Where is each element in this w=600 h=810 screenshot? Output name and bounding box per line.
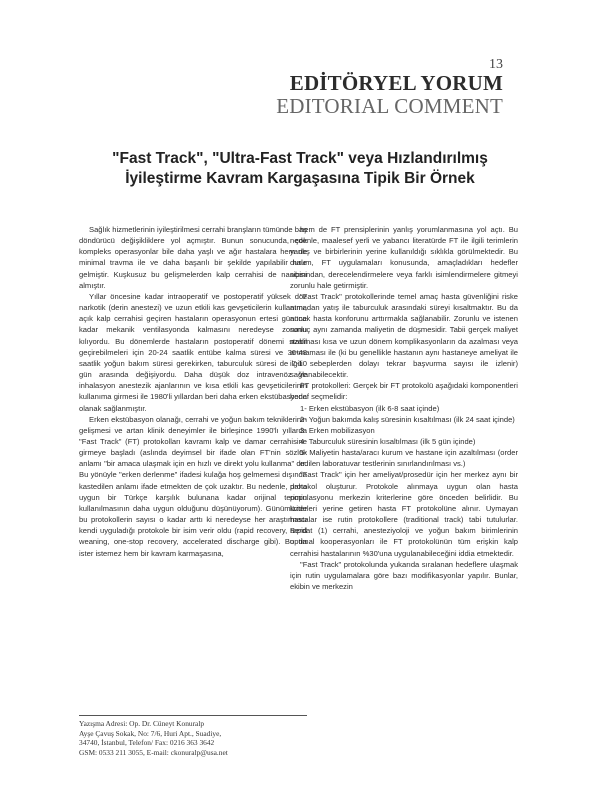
- article-title-line-2: İyileştirme Kavram Kargaşasına Tipik Bir Örnek: [125, 170, 475, 187]
- paragraph: Yıllar öncesine kadar intraoperatif ve postoperatif yüksek doz narkotik (derin anestezi) ve uzun etkili kas gevşeticilerin kullanımı, açık kalp cerrahisi geçiren hastaların operasyonun ertesi gününe kadar mekanik ventilasyonda kalmasını neredeyse zorunlu kılıyordu. Bu dönemlerde hastaların postoperatif dönemi stabil geçirebilmeleri için 20-24 saatlik entübe kalma süresi ve 36-48 saatlik yoğun bakım süresi gerekirken, taburculuk süresi de 7-10 gün arasında değişiyordu. Daha düşük doz intravenöz ve inhalasyon anestezik ajanlarının ve kısa etkili kas gevşeticilerinin kullanıma girmesi ile 1980'li yıllardan beri daha erken ekstübasyona olanak sağlanmıştır.: [79, 291, 307, 413]
- article-title: [60, 149, 540, 189]
- paragraph: "Fast Track" protokollerinde temel amaç hasta güvenliğini riske atmadan yatış ile taburculuk arasındaki süreyi kısaltmaktır. Bu da ancak hasta konforunu arttırmakla sağlanabilir. Zorunlu ve istenen sonuç aynı zamanda maliyetin de düşmesidir. Tabii gerçek maliyet azalması kısa ve uzun dönem komplikasyonların da azalması veya artmaması ile (ki bu genellikle hastanın aynı hastaneye ameliyat ile ilgili sebeplerden dolayı tekrar başvurma sayısı ile izlenir) sağlanabilecektir.: [290, 291, 518, 380]
- section-title-turkish: EDİTÖRYEL YORUM: [289, 71, 503, 95]
- list-item: 5- Maliyetin hasta/aracı kurum ve hastane için azaltılması (order edilen laboratuvar testlerinin sınırlandırılması vs.): [300, 448, 518, 469]
- paragraph: Erken ekstübasyon olanağı, cerrahi ve yoğun bakım tekniklerinin gelişmesi ve artan klinik deneyimler ile birleşince 1990'lı yıllarda "Fast Track" (FT) protokolları kavramı kalp ve damar cerrahisine girmeye başladı (aslında deyimsel bir ifade olan FT'nin sözlük anlamı "bir amaca ulaşmak için en hızlı ve direkt yolu kullanma" dır. Bu yönüyle "erken derlenme" ifadesi kulağa hoş gelmemesi dışında kastedilen anlamı ifade etmekten de çok uzaktır. Bu nedenle, daha uygun bir Türkçe karşılık bulunana kadar orijinal terimin kullanılmasının daha uygun olduğunu düşünüyorum). Günümüzde bu protokollerin sayısı o kadar arttı ki neredeyse her araştırmacı kendi uyguladığı protokole bir isim verir oldu (rapid recovery, rapid weaning, one-stop recovery, accelerated discharge gibi). Bu da ister istemez hem bir kavram karmaşasına,: [79, 414, 307, 558]
- address-line: 34740, İstanbul, Telefon/ Fax: 0216 363 3642: [79, 738, 215, 748]
- list-item: 2- Yoğun bakımda kalış süresinin kısaltılması (ilk 24 saat içinde): [300, 414, 515, 424]
- page-number: 13: [489, 57, 503, 72]
- list-item: 1- Erken ekstübasyon (ilk 6-8 saat içinde): [300, 403, 440, 413]
- address-line: GSM: 0533 211 3055, E-mail: ckonuralp@usa.net: [79, 747, 228, 757]
- left-column: [79, 224, 307, 559]
- right-column: [290, 224, 518, 592]
- paragraph: Sağlık hizmetlerinin iyileştirilmesi cerrahi branşların tümünde baş döndürücü değişikliklere yol açmıştır. Bunun sonucunda, çok kompleks operasyonlar bile daha yaşlı ve ağır hastalara hem de minimal travma ile ve daha başarılı bir şekilde yapılabilir hale gelmiştir. Kuşkusuz bu gelişmelerden kalp cerrahisi de nasibini almıştır.: [79, 225, 307, 290]
- paragraph: "Fast Track" protokolunda yukarıda sıralanan hedeflere ulaşmak için rutin uygulamalara göre bazı modifikasyonlar yapılır. Bunlar, ekibin ve merkezin: [290, 559, 518, 591]
- article-title-line-1: "Fast Track", "Ultra-Fast Track" veya Hızlandırılmış: [112, 150, 488, 167]
- paragraph: hem de FT prensiplerinin yanlış yorumlanmasına yol açtı. Bu nedenle, maalesef yerli ve yabancı literatürde FT ile ilgili terimlerin yanlış ve birbirlerinin yerine kullanıldığı sıklıkla görülmektedir. Bu durum, FT uygulamaları konusunda, amaçladıkları hedefler açısından, derecelendirmelere veya farklı isimlendirmelere gitmeyi zorunlu hale getirmiştir.: [290, 225, 518, 290]
- correspondence-address: [79, 715, 307, 757]
- address-line: Ayşe Çavuş Sokak, No: 7/6, Huri Apt., Suadiye,: [79, 728, 222, 738]
- list-item: 3- Erken mobilizasyon: [300, 425, 375, 435]
- paragraph: FT protokolleri: Gerçek bir FT protokolü aşağıdaki komponentleri hedef seçmelidir:: [290, 381, 518, 402]
- paragraph: "Fast Track" için her ameliyat/prosedür için her merkez aynı bir protokol oluşturur. Protokole alınmaya uygun olan hasta populasyonu merkezin kriterlerine göre önceden belirlidir. Bu kriterleri yerine getiren hasta FT protokolüne alınır. Uymayan hastalar ise rutin protokollere (traditional track) tabi tutulurlar. Berdat (1) cerrahi, anesteziyoloji ve yoğun bakım birimlerinin optimal kooperasyonları ile FT protokolünün tüm erişkin kalp cerrahisi hastalarının %30'una uygulanabileceğini iddia etmektedir.: [290, 470, 518, 558]
- address-line: Yazışma Adresi: Op. Dr. Cüneyt Konuralp: [79, 719, 205, 728]
- section-title-english: EDITORIAL COMMENT: [276, 94, 503, 118]
- list-item: 4- Taburculuk süresinin kısaltılması (ilk 5 gün içinde): [300, 436, 476, 446]
